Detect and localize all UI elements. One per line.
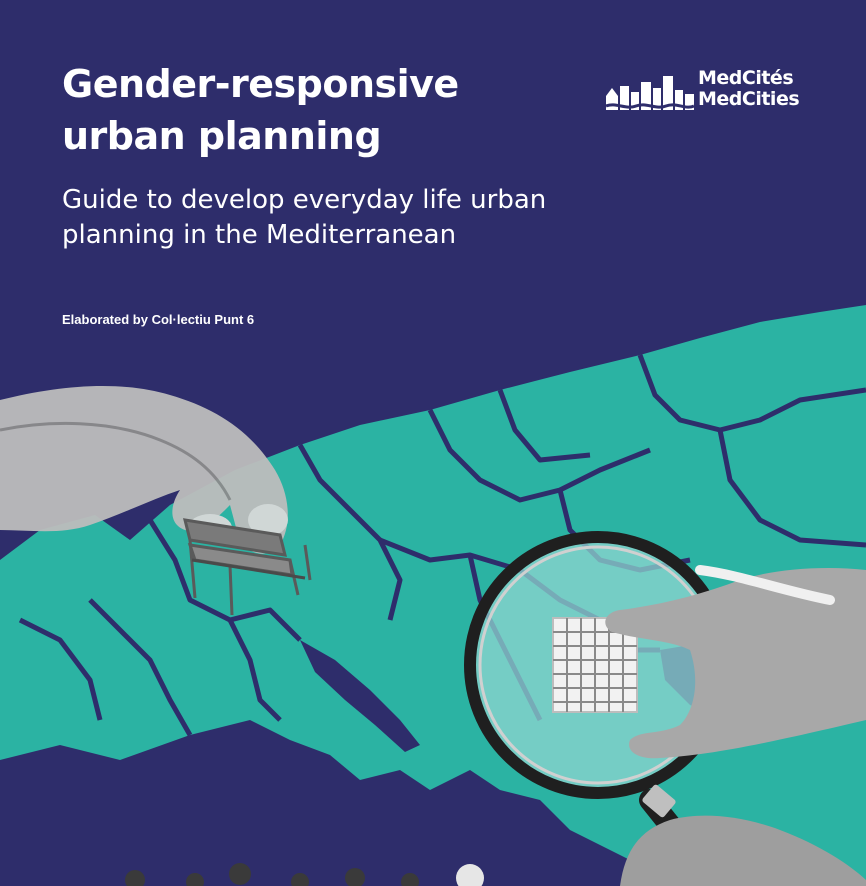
logo-line-2: MedCities <box>698 88 800 110</box>
logo-line-1: MedCités <box>698 67 794 89</box>
medcities-logo <box>606 68 806 112</box>
page-subtitle: Guide to develop everyday life urban planning in the Mediterranean <box>62 185 547 250</box>
page-title: Gender-responsive urban planning <box>62 62 459 158</box>
author-credit: Elaborated by Col·lectiu Punt 6 <box>62 312 255 327</box>
skyline-logo-icon <box>606 74 694 110</box>
logo-wordmark <box>698 68 799 110</box>
